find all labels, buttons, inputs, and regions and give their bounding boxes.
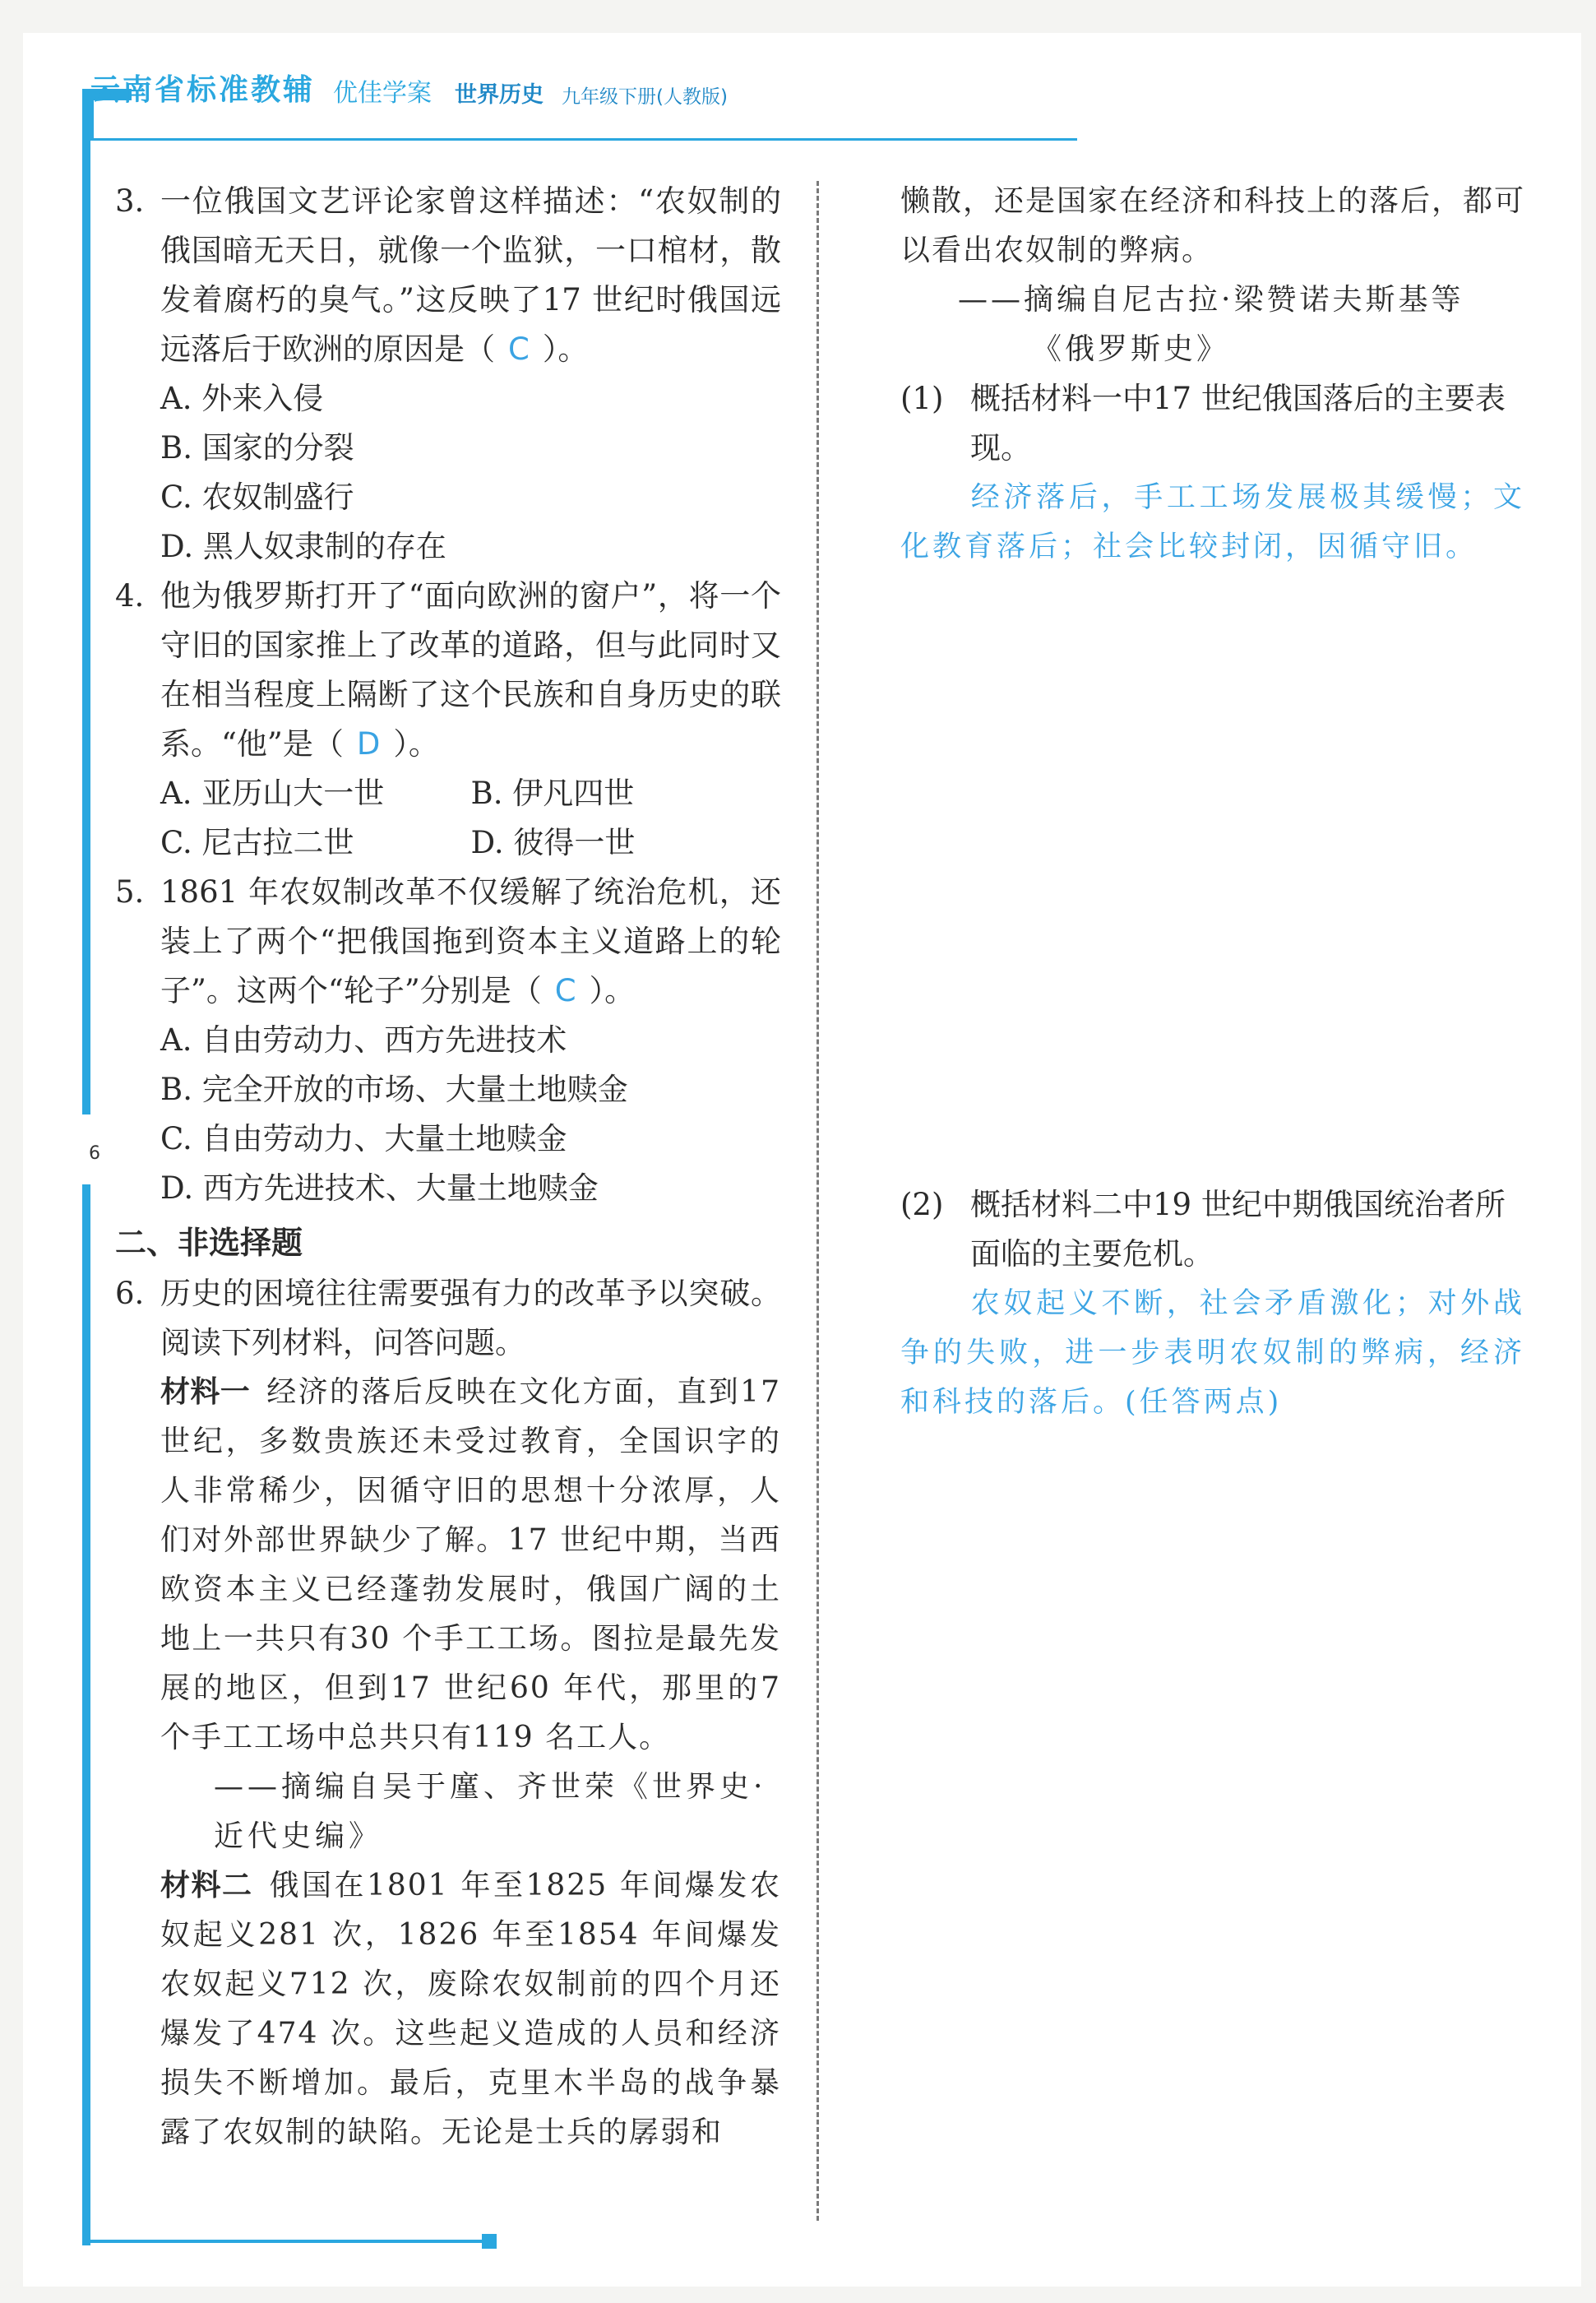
- answer-mark: D: [356, 726, 381, 762]
- stem-end: ）。: [542, 331, 589, 367]
- option: D. 西方先进技术、大量土地赎金: [160, 1170, 599, 1206]
- option: A. 外来入侵: [160, 381, 324, 416]
- margin-bar: [82, 140, 90, 1106]
- answer-text: [900, 473, 1525, 572]
- question-number: 6.: [115, 1276, 145, 1311]
- header-grade: 九年级下册(人教版): [562, 86, 728, 108]
- stem-end: ）。: [393, 726, 439, 762]
- option: B. 伊凡四世: [470, 776, 635, 811]
- right-column: [900, 177, 1525, 1427]
- sub-question-text: 概括材料二中19 世纪中期俄国统治者所面临的主要危机。: [970, 1187, 1506, 1272]
- material-label: 材料一: [160, 1375, 251, 1409]
- sub-question-number: (2): [900, 1187, 944, 1222]
- margin-bar-lower: [82, 1184, 90, 2245]
- section-title: 二、非选择题: [115, 1225, 303, 1261]
- header-subject: 世界历史: [455, 82, 544, 108]
- header-rule: [90, 138, 1077, 141]
- material-source: [900, 276, 1525, 374]
- margin-bar-cap: [82, 1106, 90, 1114]
- question-number: 3.: [115, 183, 145, 219]
- option: C. 自由劳动力、大量土地赎金: [160, 1121, 567, 1156]
- stem-text: 1861 年农奴制改革不仅缓解了统治危机，还装上了两个“把俄国拖到资本主义道路上的轮子”。这两个“轮子”分别是（: [160, 874, 781, 1008]
- material-label: 材料二: [160, 1869, 253, 1902]
- sub-question-text: 概括材料一中17 世纪俄国落后的主要表现。: [970, 381, 1506, 466]
- question-stem: 历史的困境往往需要强有力的改革予以突破。阅读下列材料，问答问题。: [160, 1276, 781, 1360]
- left-column: [115, 177, 781, 2157]
- material-1: [115, 1368, 781, 1763]
- page-number: 6: [89, 1143, 100, 1164]
- option: D. 彼得一世: [470, 825, 636, 860]
- option: A. 亚历山大一世: [160, 776, 385, 811]
- question-4: [115, 572, 781, 769]
- option: B. 完全开放的市场、大量土地赎金: [160, 1072, 628, 1107]
- question-stem: [160, 868, 781, 1016]
- option: C. 尼古拉二世: [160, 825, 354, 860]
- sub-question-number: (1): [900, 381, 944, 416]
- material-text: 俄国在1801 年至1825 年间爆发农奴起义281 次，1826 年至1854 年间爆发农奴起义712 次，废除农奴制前的四个月还爆发了474 次。这些起义造成的人员和经济损失不断增加。最后，克里木半岛的战争暴露了农奴制的缺陷。无论是士兵的孱弱和: [160, 1869, 781, 2149]
- header-series: 优佳学案: [333, 79, 433, 108]
- material-2-continued: 懒散，还是国家在经济和科技上的落后，都可以看出农奴制的弊病。: [900, 184, 1526, 267]
- source-line: ——摘编自尼古拉·梁赞诺夫斯基等: [958, 283, 1464, 317]
- footer-square: [482, 2234, 497, 2249]
- answer-mark: C: [554, 973, 576, 1008]
- option-row: [115, 769, 781, 818]
- material-source: ——摘编自吴于廑、齐世荣《世界史·近代史编》: [214, 1770, 767, 1853]
- option: A. 自由劳动力、西方先进技术: [160, 1022, 567, 1058]
- material-text: 经济的落后反映在文化方面，直到17 世纪，多数贵族还未受过教育，全国识字的人非常稀少，因循守旧的思想十分浓厚，人们对外部世界缺少了解。17 世纪中期，当西欧资本主义已经蓬勃发展时，俄国广阔的土地上一共只有30 个手工工场。图拉是最先发展的地区，但到17 世纪60 年代，那里的7 个手工工场中总共只有119 名工人。: [160, 1375, 781, 1754]
- question-stem: [160, 572, 781, 769]
- sub-question-2: [900, 1180, 1525, 1279]
- question-3: [115, 177, 781, 374]
- stem-end: ）。: [589, 973, 636, 1008]
- material-2: [115, 1861, 781, 2157]
- question-6: [115, 1269, 781, 1368]
- page-header: [90, 59, 728, 109]
- question-5: [115, 868, 781, 1016]
- option: D. 黑人奴隶制的存在: [160, 529, 446, 564]
- option: C. 农奴制盛行: [160, 480, 354, 515]
- answer-mark: C: [508, 331, 530, 367]
- answer-text: [900, 1279, 1525, 1427]
- stem-text: 他为俄罗斯打开了“面向欧洲的窗户”，将一个守旧的国家推上了改革的道路，但与此同时又在相当程度上隔断了这个民族和自身历史的联系。“他”是（: [160, 578, 781, 762]
- column-divider: [817, 181, 819, 2221]
- header-brand: 云南省标准教辅: [90, 73, 316, 107]
- source-line: 《俄罗斯史》: [1032, 332, 1230, 366]
- question-number: 4.: [115, 578, 145, 614]
- answer-content: 经济落后，手工工场发展极其缓慢；文化教育落后；社会比较封闭，因循守旧。: [900, 481, 1525, 563]
- answer-content: 农奴起义不断，社会矛盾激化；对外战争的失败，进一步表明农奴制的弊病，经济和科技的落后。(任答两点): [900, 1287, 1525, 1419]
- sub-question-1: [900, 374, 1525, 473]
- question-stem: [160, 177, 781, 374]
- question-number: 5.: [115, 874, 145, 910]
- option: B. 国家的分裂: [160, 430, 354, 466]
- footer-rule: [82, 2240, 485, 2243]
- stem-text: 一位俄国文艺评论家曾这样描述：“农奴制的俄国暗无天日，就像一个监狱，一口棺材，散发着腐朽的臭气。”这反映了17 世纪时俄国远远落后于欧洲的原因是（: [160, 183, 781, 367]
- option-row: [115, 818, 781, 868]
